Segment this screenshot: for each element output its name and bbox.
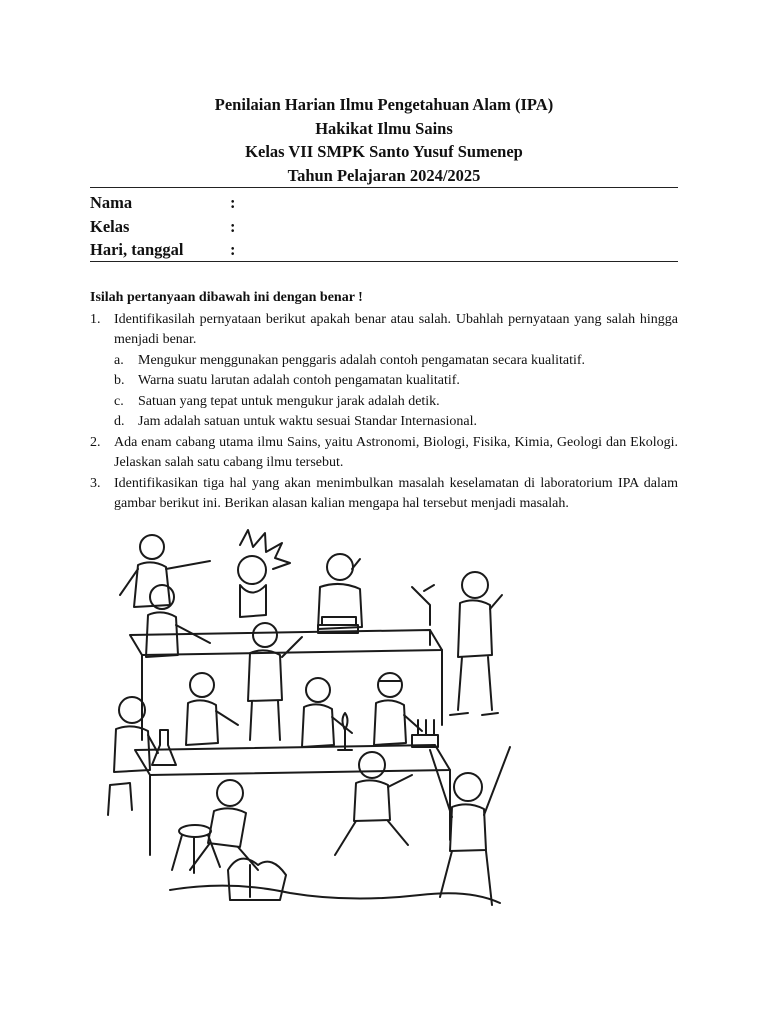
subitem-text: Jam adalah satuan untuk waktu sesuai Standar Internasional. [138,414,478,429]
subitem-letter: a. [114,352,124,368]
question-number: 3. [90,475,101,491]
question-text: Identifikasikan tiga hal yang akan menimbulkan masalah keselamatan di laboratorium IPA dalam gambar berikut ini. Berikan alasan kalian mengapa hal tersebut menjadi masalah. [114,475,678,511]
subitem-b [114,371,678,392]
question-3 [90,474,678,515]
name-label: Nama [90,193,133,212]
questions-section [90,288,678,515]
identity-row-date [90,238,678,262]
question-text: Identifikasilah pernyataan berikut apakah benar atau salah. Ubahlah pernyataan yang salah hingga menjadi benar. [114,311,678,347]
student-burner-left [186,673,238,745]
subitem-text: Satuan yang tepat untuk mengukur jarak adalah detik. [138,393,440,409]
identity-row-name [90,191,678,215]
student-standing-right [450,572,502,715]
school-bags [228,859,286,900]
question-1 [90,310,678,351]
date-label: Hari, tanggal [90,240,184,259]
question-number: 2. [90,434,101,450]
test-tube-rack [412,720,438,747]
question-1-subitems [90,351,678,433]
header-class: Kelas VII SMPK Santo Yusuf Sumenep [245,142,523,161]
student-running-middle [335,752,412,855]
student-identity-block [90,191,678,262]
subitem-d [114,412,678,433]
question-number: 1. [90,311,101,327]
instruction-text: Isilah pertanyaan dibawah ini dengan benar ! [90,290,363,305]
bottom-divider [90,261,678,262]
subitem-letter: d. [114,414,125,429]
question-text: Ada enam cabang utama ilmu Sains, yaitu Astronomi, Biologi, Fisika, Kimia, Geologi dan Ekologi. Jelaskan salah satu cabang ilmu tersebut. [114,434,678,470]
identity-row-class [90,215,678,239]
date-colon: : [230,240,236,259]
subitem-text: Warna suatu larutan adalah contoh pengamatan kualitatif. [138,373,460,388]
header-title: Penilaian Harian Ilmu Pengetahuan Alam (IPA) [214,95,554,114]
subitem-letter: b. [114,373,125,388]
explosion-burst [238,530,290,617]
name-colon: : [230,193,236,212]
header-year: Tahun Pelajaran 2024/2025 [287,165,481,185]
class-colon: : [230,216,236,236]
top-divider [90,187,678,188]
subitem-c [114,392,678,413]
class-label: Kelas [90,216,130,236]
fallen-stool [172,825,220,873]
student-left-bench [146,585,210,657]
lab-safety-illustration [90,525,520,925]
spill-puddle [170,886,500,903]
student-pointing [120,535,210,607]
desk-lamp [412,585,434,625]
header-topic: Hakikat Ilmu Sains [315,118,453,138]
subitem-text: Mengukur menggunakan penggaris adalah contoh pengamatan secara kualitatif. [138,352,586,368]
document-header [90,93,678,187]
question-2 [90,433,678,474]
subitem-letter: c. [114,393,124,409]
student-with-bottle [248,623,302,740]
subitem-a [114,351,678,372]
